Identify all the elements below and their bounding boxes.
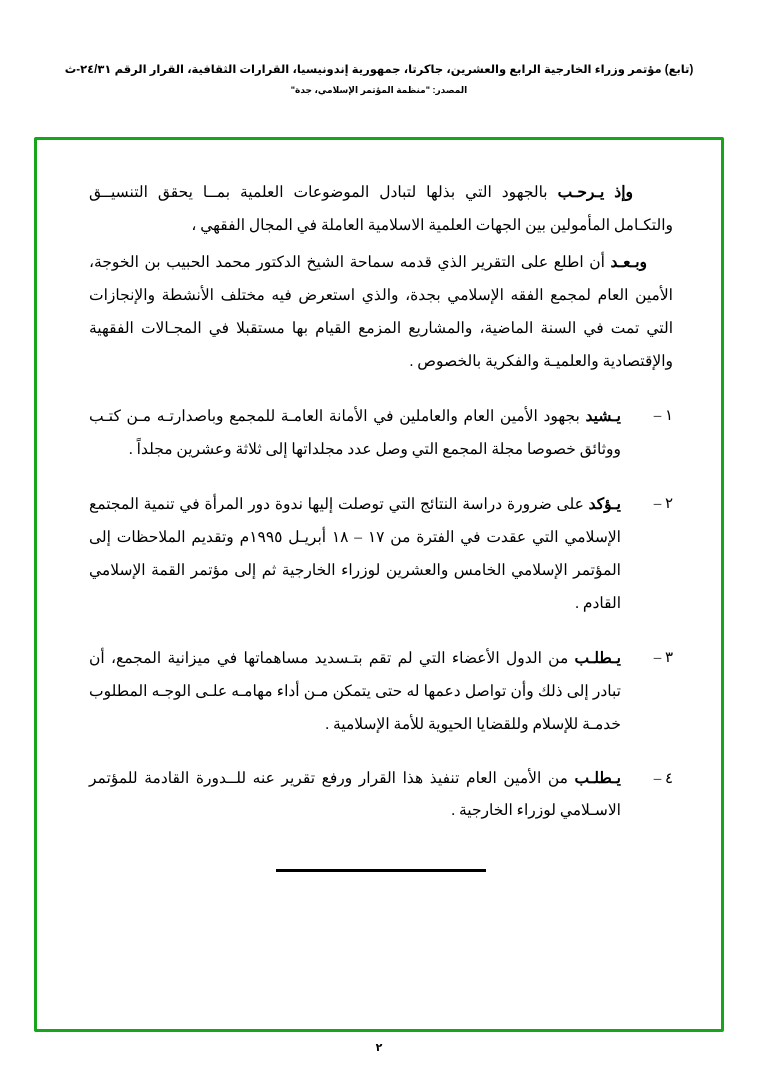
document-content [89,176,673,872]
section-divider [89,869,673,872]
paragraph-2-text: أن اطلع على التقرير الذي قدمه سماحة الشيخ الدكتور محمد الحبيب بن الخوجة، الأمين العام لمجمع الفقه الإسلامي بجدة، والذي استعرض فيه مختلف الأنشطة والإنجازات التي تمت في السنة الماضية، والمشاريع المزمع القيام بها مستقبلا في المجـالات الفقهية والإقتصادية والعلميـة والفكرية بالخصوص . [89,254,673,370]
list-item [89,763,673,827]
header-title: (تابع) مؤتمر وزراء الخارجية الرابع والعشرين، جاكرتا، جمهورية إندونيسيا، القرارات الثقافية، القرار الرقم ٢٤/٣١-ث [64,64,694,76]
divider-line [276,869,486,872]
list-item-text: على ضرورة دراسة النتائج التي توصلت إليها ندوة دور المرأة في تنمية المجتمع الإسلامي التي عقدت في الفترة من ١٧ – ١٨ أبريـل ١٩٩٥م وتقديم الملاحظات إلى المؤتمر الإسلامي الخامس والعشرين لوزراء الخارجية ثم إلى مؤتمر القمة الإسلامي القادم . [89,496,621,612]
list-item-text: بجهود الأمين العام والعاملين في الأمانة العامـة للمجمع وباصدارتـه مـن كتـب ووثائق خصوصا مجلة المجمع التي وصل عدد مجلداتها إلى ثلاثة وعشرين مجلداً . [89,408,621,458]
list-item-lead: يـؤكد [588,496,621,513]
list-item-body [89,763,621,827]
header-source: المصدر: "منظمة المؤتمر الإسلامي، جدة" [290,85,468,95]
list-item [89,488,673,620]
paragraph-1-text: بالجهود التي بذلها لتبادل الموضوعات العلمية بمــا يحقق التنسيــق والتكـامل المأمولين بين الجهات العلمية الاسلامية العاملة في المجال الفقهي ، [89,184,673,234]
list-item-number: ١ – [653,408,673,424]
page-header [0,62,758,96]
list-item-body [89,400,621,466]
list-item-number: ٤ – [653,771,673,787]
list-item-lead: يـطلـب [574,650,621,667]
list-item [89,400,673,466]
list-item-body [89,642,621,741]
document-frame [34,137,724,1032]
page-number: ٢ [375,1042,383,1054]
paragraph-2-lead: وبـعـد [610,254,647,271]
list-item [89,642,673,741]
list-item-lead: يـطلـب [574,770,621,787]
paragraph-2 [89,246,673,378]
list-item-number: ٣ – [653,650,673,666]
paragraph-1 [89,176,673,242]
list-item-text: من الدول الأعضاء التي لم تقم بتـسديد مساهماتها في ميزانية المجمع، أن تبادر إلى ذلك وأن تواصل دعمها له حتى يتمكن مـن أداء مهامـه علـى الوجـه المطلوب خدمـة للإسلام وللقضايا الحيوية للأمة الإسلامية . [89,650,621,733]
paragraph-1-lead: وإذ يـرحـب [557,184,633,201]
list-item-number: ٢ – [653,496,673,512]
list-item-body [89,488,621,620]
list-item-text: من الأمين العام تنفيذ هذا القرار ورفع تقرير عنه للــدورة القادمة للمؤتمر الاسـلامي لوزراء الخارجية . [89,770,621,819]
list-item-lead: يـشيد [585,408,621,425]
